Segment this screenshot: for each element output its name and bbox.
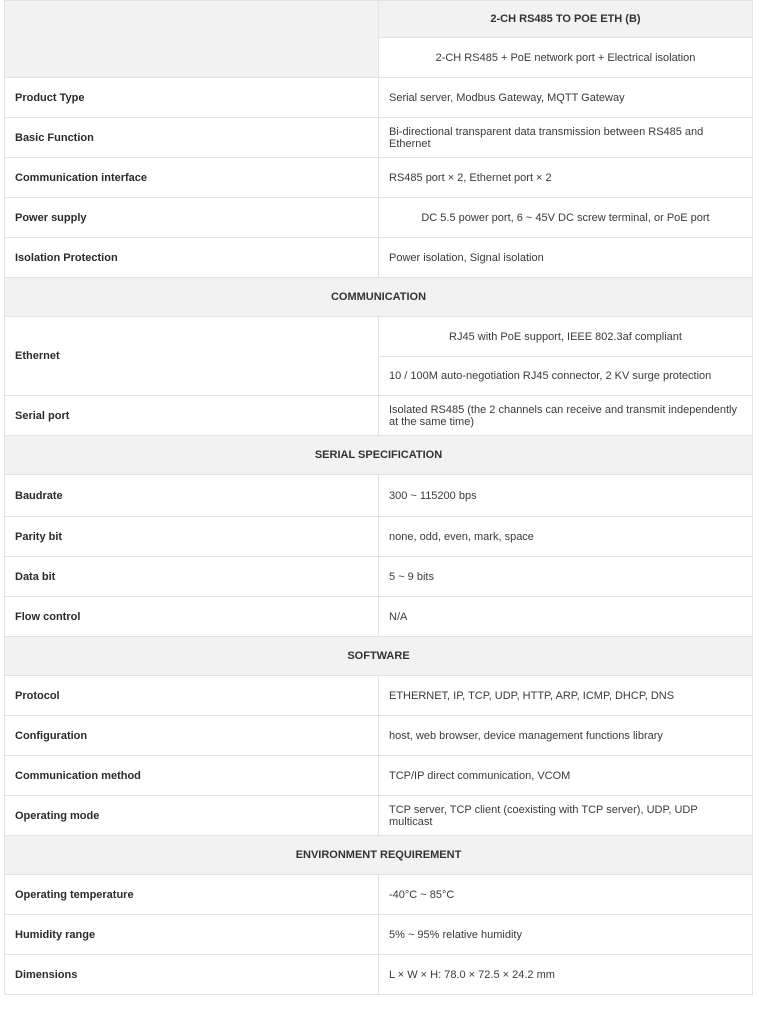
header-blank-cell — [5, 1, 379, 78]
table-row — [5, 517, 753, 557]
row-label: Humidity range — [5, 915, 379, 955]
table-row — [5, 756, 753, 796]
table-row — [5, 796, 753, 836]
row-value: 10 / 100M auto-negotiation RJ45 connector, 2 KV surge protection — [379, 357, 753, 396]
table-row — [5, 597, 753, 637]
row-value: host, web browser, device management functions library — [379, 716, 753, 756]
table-row — [5, 158, 753, 198]
section-header-serial-specification — [5, 436, 753, 475]
row-value: 5 ~ 9 bits — [379, 557, 753, 597]
section-header-environment — [5, 836, 753, 875]
row-label: Product Type — [5, 78, 379, 118]
row-label: Data bit — [5, 557, 379, 597]
row-label: Basic Function — [5, 118, 379, 158]
row-value: 5% ~ 95% relative humidity — [379, 915, 753, 955]
spec-table-container — [4, 0, 753, 995]
row-value: Bi-directional transparent data transmission between RS485 and Ethernet — [379, 118, 753, 158]
row-label: Flow control — [5, 597, 379, 637]
table-row — [5, 676, 753, 716]
row-label: Baudrate — [5, 475, 379, 517]
row-value: L × W × H: 78.0 × 72.5 × 24.2 mm — [379, 955, 753, 995]
table-row — [5, 78, 753, 118]
row-label: Dimensions — [5, 955, 379, 995]
table-row — [5, 955, 753, 995]
row-value: ETHERNET, IP, TCP, UDP, HTTP, ARP, ICMP, DHCP, DNS — [379, 676, 753, 716]
row-label: Serial port — [5, 396, 379, 436]
table-row — [5, 317, 753, 357]
row-label: Isolation Protection — [5, 238, 379, 278]
table-row — [5, 396, 753, 436]
model-subtitle: 2-CH RS485 + PoE network port + Electrical isolation — [379, 38, 753, 78]
row-label: Operating mode — [5, 796, 379, 836]
row-value: -40°C ~ 85°C — [379, 875, 753, 915]
row-label: Communication method — [5, 756, 379, 796]
row-value: 300 ~ 115200 bps — [379, 475, 753, 517]
table-row — [5, 716, 753, 756]
table-row — [5, 557, 753, 597]
row-label: Power supply — [5, 198, 379, 238]
section-title: ENVIRONMENT REQUIREMENT — [5, 836, 753, 875]
table-row — [5, 915, 753, 955]
section-title: SOFTWARE — [5, 637, 753, 676]
table-row — [5, 475, 753, 517]
section-title: COMMUNICATION — [5, 278, 753, 317]
section-header-software — [5, 637, 753, 676]
section-title: SERIAL SPECIFICATION — [5, 436, 753, 475]
row-value: Isolated RS485 (the 2 channels can receive and transmit independently at the same time) — [379, 396, 753, 436]
table-row — [5, 238, 753, 278]
table-row — [5, 118, 753, 158]
row-label: Operating temperature — [5, 875, 379, 915]
spec-table — [4, 0, 753, 995]
row-value: N/A — [379, 597, 753, 637]
section-header-communication — [5, 278, 753, 317]
row-value: RJ45 with PoE support, IEEE 802.3af compliant — [379, 317, 753, 357]
row-value: none, odd, even, mark, space — [379, 517, 753, 557]
row-value: DC 5.5 power port, 6 ~ 45V DC screw terminal, or PoE port — [379, 198, 753, 238]
row-label: Protocol — [5, 676, 379, 716]
model-title: 2-CH RS485 TO POE ETH (B) — [379, 1, 753, 38]
row-label: Configuration — [5, 716, 379, 756]
row-label: Communication interface — [5, 158, 379, 198]
row-value: Power isolation, Signal isolation — [379, 238, 753, 278]
row-value: Serial server, Modbus Gateway, MQTT Gateway — [379, 78, 753, 118]
table-row — [5, 198, 753, 238]
row-value: TCP/IP direct communication, VCOM — [379, 756, 753, 796]
table-row — [5, 875, 753, 915]
row-value: TCP server, TCP client (coexisting with TCP server), UDP, UDP multicast — [379, 796, 753, 836]
model-title-row — [5, 1, 753, 38]
row-label: Ethernet — [5, 317, 379, 396]
row-label: Parity bit — [5, 517, 379, 557]
row-value: RS485 port × 2, Ethernet port × 2 — [379, 158, 753, 198]
